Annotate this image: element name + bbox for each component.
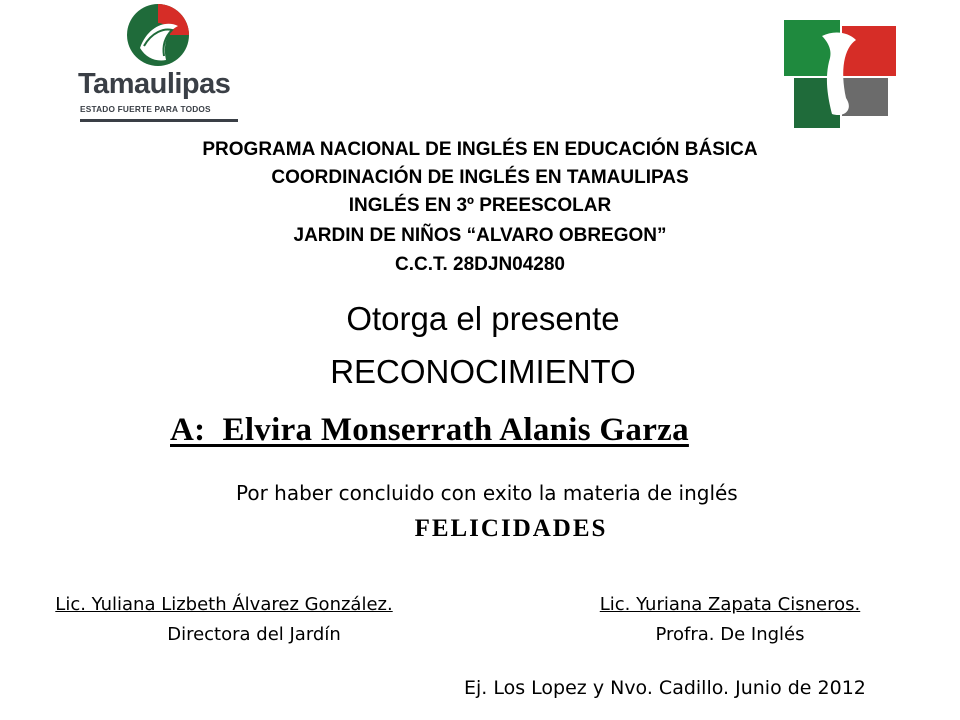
teacher-name: Lic. Yuriana Zapata Cisneros. — [599, 594, 861, 615]
reason-text: Por haber concluido con exito la materia de inglés — [236, 481, 738, 505]
director-role: Directora del Jardín — [167, 624, 341, 645]
pnieb-logo-icon — [782, 18, 900, 130]
grant-text: Otorga el presente — [346, 300, 620, 337]
coordination-title: COORDINACIÓN DE INGLÉS EN TAMAULIPAS — [271, 167, 689, 188]
congratulations-text: FELICIDADES — [414, 515, 608, 542]
certificate-title: RECONOCIMIENTO — [330, 353, 636, 390]
director-name: Lic. Yuliana Lizbeth Álvarez González. — [55, 594, 393, 615]
logo-tagline: ESTADO FUERTE PARA TODOS — [80, 104, 211, 114]
school-code: C.C.T. 28DJN04280 — [394, 254, 566, 275]
program-title: PROGRAMA NACIONAL DE INGLÉS EN EDUCACIÓN BÁSICA — [202, 139, 758, 160]
logo-wordmark: Tamaulipas — [78, 68, 231, 100]
pnieb-logo — [782, 18, 900, 130]
place-date: Ej. Los Lopez y Nvo. Cadillo. Junio de 2012 — [464, 677, 866, 699]
tamaulipas-logo — [74, 2, 244, 127]
logo-divider — [80, 119, 238, 122]
recipient-name: A: Elvira Monserrath Alanis Garza — [170, 412, 689, 448]
tamaulipas-emblem-icon — [74, 2, 244, 72]
school-name: JARDIN DE NIÑOS “ALVARO OBREGON” — [293, 225, 667, 246]
teacher-role: Profra. De Inglés — [655, 624, 805, 645]
grade-title: INGLÉS EN 3º PREESCOLAR — [348, 195, 612, 216]
